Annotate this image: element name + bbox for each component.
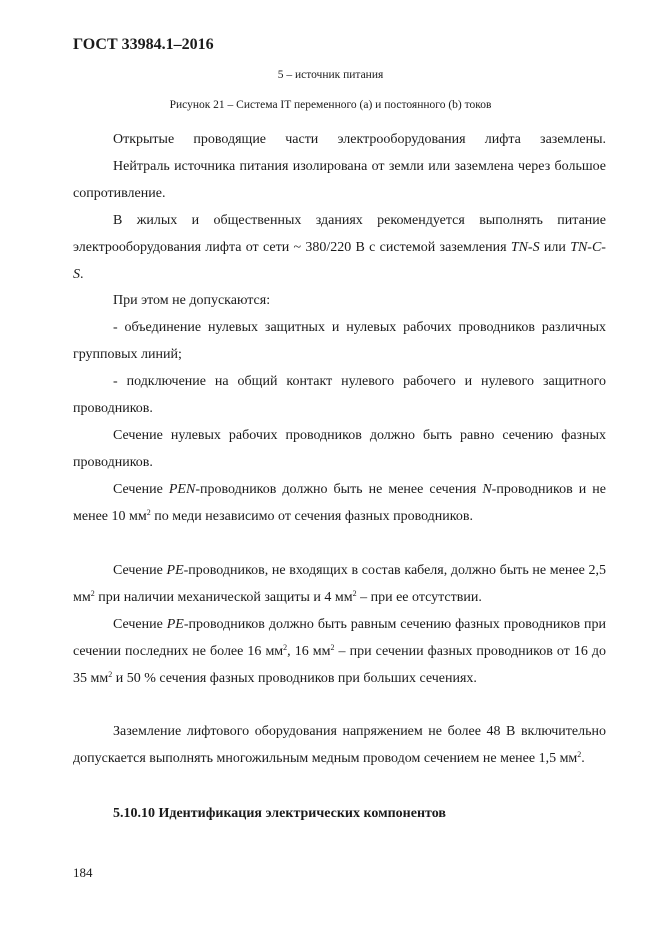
pen-term: PEN: [168, 482, 196, 497]
paragraph-residential: В жилых и общественных зданиях рекомендуется выполнять питание электрооборудования лифта от сети ~ 380/220 В с системой заземления TN-S или TN-C-S.: [73, 213, 606, 282]
paragraph-neutral: Нейтраль источника питания изолирована от земли или заземлена через большое сопротивление.: [73, 159, 606, 201]
paragraph-neutral-section: Сечение нулевых рабочих проводников должно быть равно сечению фазных проводников.: [73, 428, 606, 470]
figure-legend: 5 – источник питания: [277, 69, 384, 81]
pe-term: PE: [166, 617, 184, 632]
paragraph-pen-section: Сечение PEN-проводников должно быть не менее сечения N-проводников и не менее 10 $мм^2$ по меди независимо от сечения фазных проводников.: [73, 482, 607, 524]
section-heading: 5.10.10 Идентификация электрических компонентов: [113, 806, 446, 821]
paragraph-pe-outside-cable: Сечение PE-проводников, не входящих в состав кабеля, должно быть не менее 2,5 $мм^2$ при наличии механической защиты и 4 $мм^2$ – при ее отсутствии.: [73, 563, 606, 605]
figure-caption: Рисунок 21 – Система IT переменного (а) и постоянного (b) токов: [169, 99, 492, 111]
pe-term: PE: [166, 563, 184, 578]
paragraph-exposed-parts: Открытые проводящие части электрооборудования лифта заземлены.: [113, 132, 606, 147]
n-term: N: [482, 482, 492, 497]
paragraph-grounding: Заземление лифтового оборудования напряжением не более 48 В включительно допускается выполнять многожильным медным проводом сечением не менее 1,5 $мм^2$.: [73, 724, 606, 766]
list-item-combining: - объединение нулевых защитных и нулевых рабочих проводников различных групповых линий;: [73, 320, 606, 362]
list-item-connection: - подключение на общий контакт нулевого рабочего и нулевого защитного проводников.: [73, 374, 606, 416]
tn-s-term: TN-S: [510, 239, 540, 255]
page-number: 184: [73, 865, 93, 880]
paragraph-not-allowed: При этом не допускаются:: [113, 293, 271, 308]
document-header: ГОСТ 33984.1–2016: [73, 36, 214, 53]
tn-c-s-term: TN-C-S: [73, 239, 606, 282]
paragraph-pe-section: Сечение PE-проводников должно быть равным сечению фазных проводников при сечении последних не более 16 $мм^2$, 16 $мм^2$ – при сечении фазных проводников от 16 до 35 $мм^2$ и 50 % сечения фазных проводников при больших сечениях.: [73, 617, 606, 686]
